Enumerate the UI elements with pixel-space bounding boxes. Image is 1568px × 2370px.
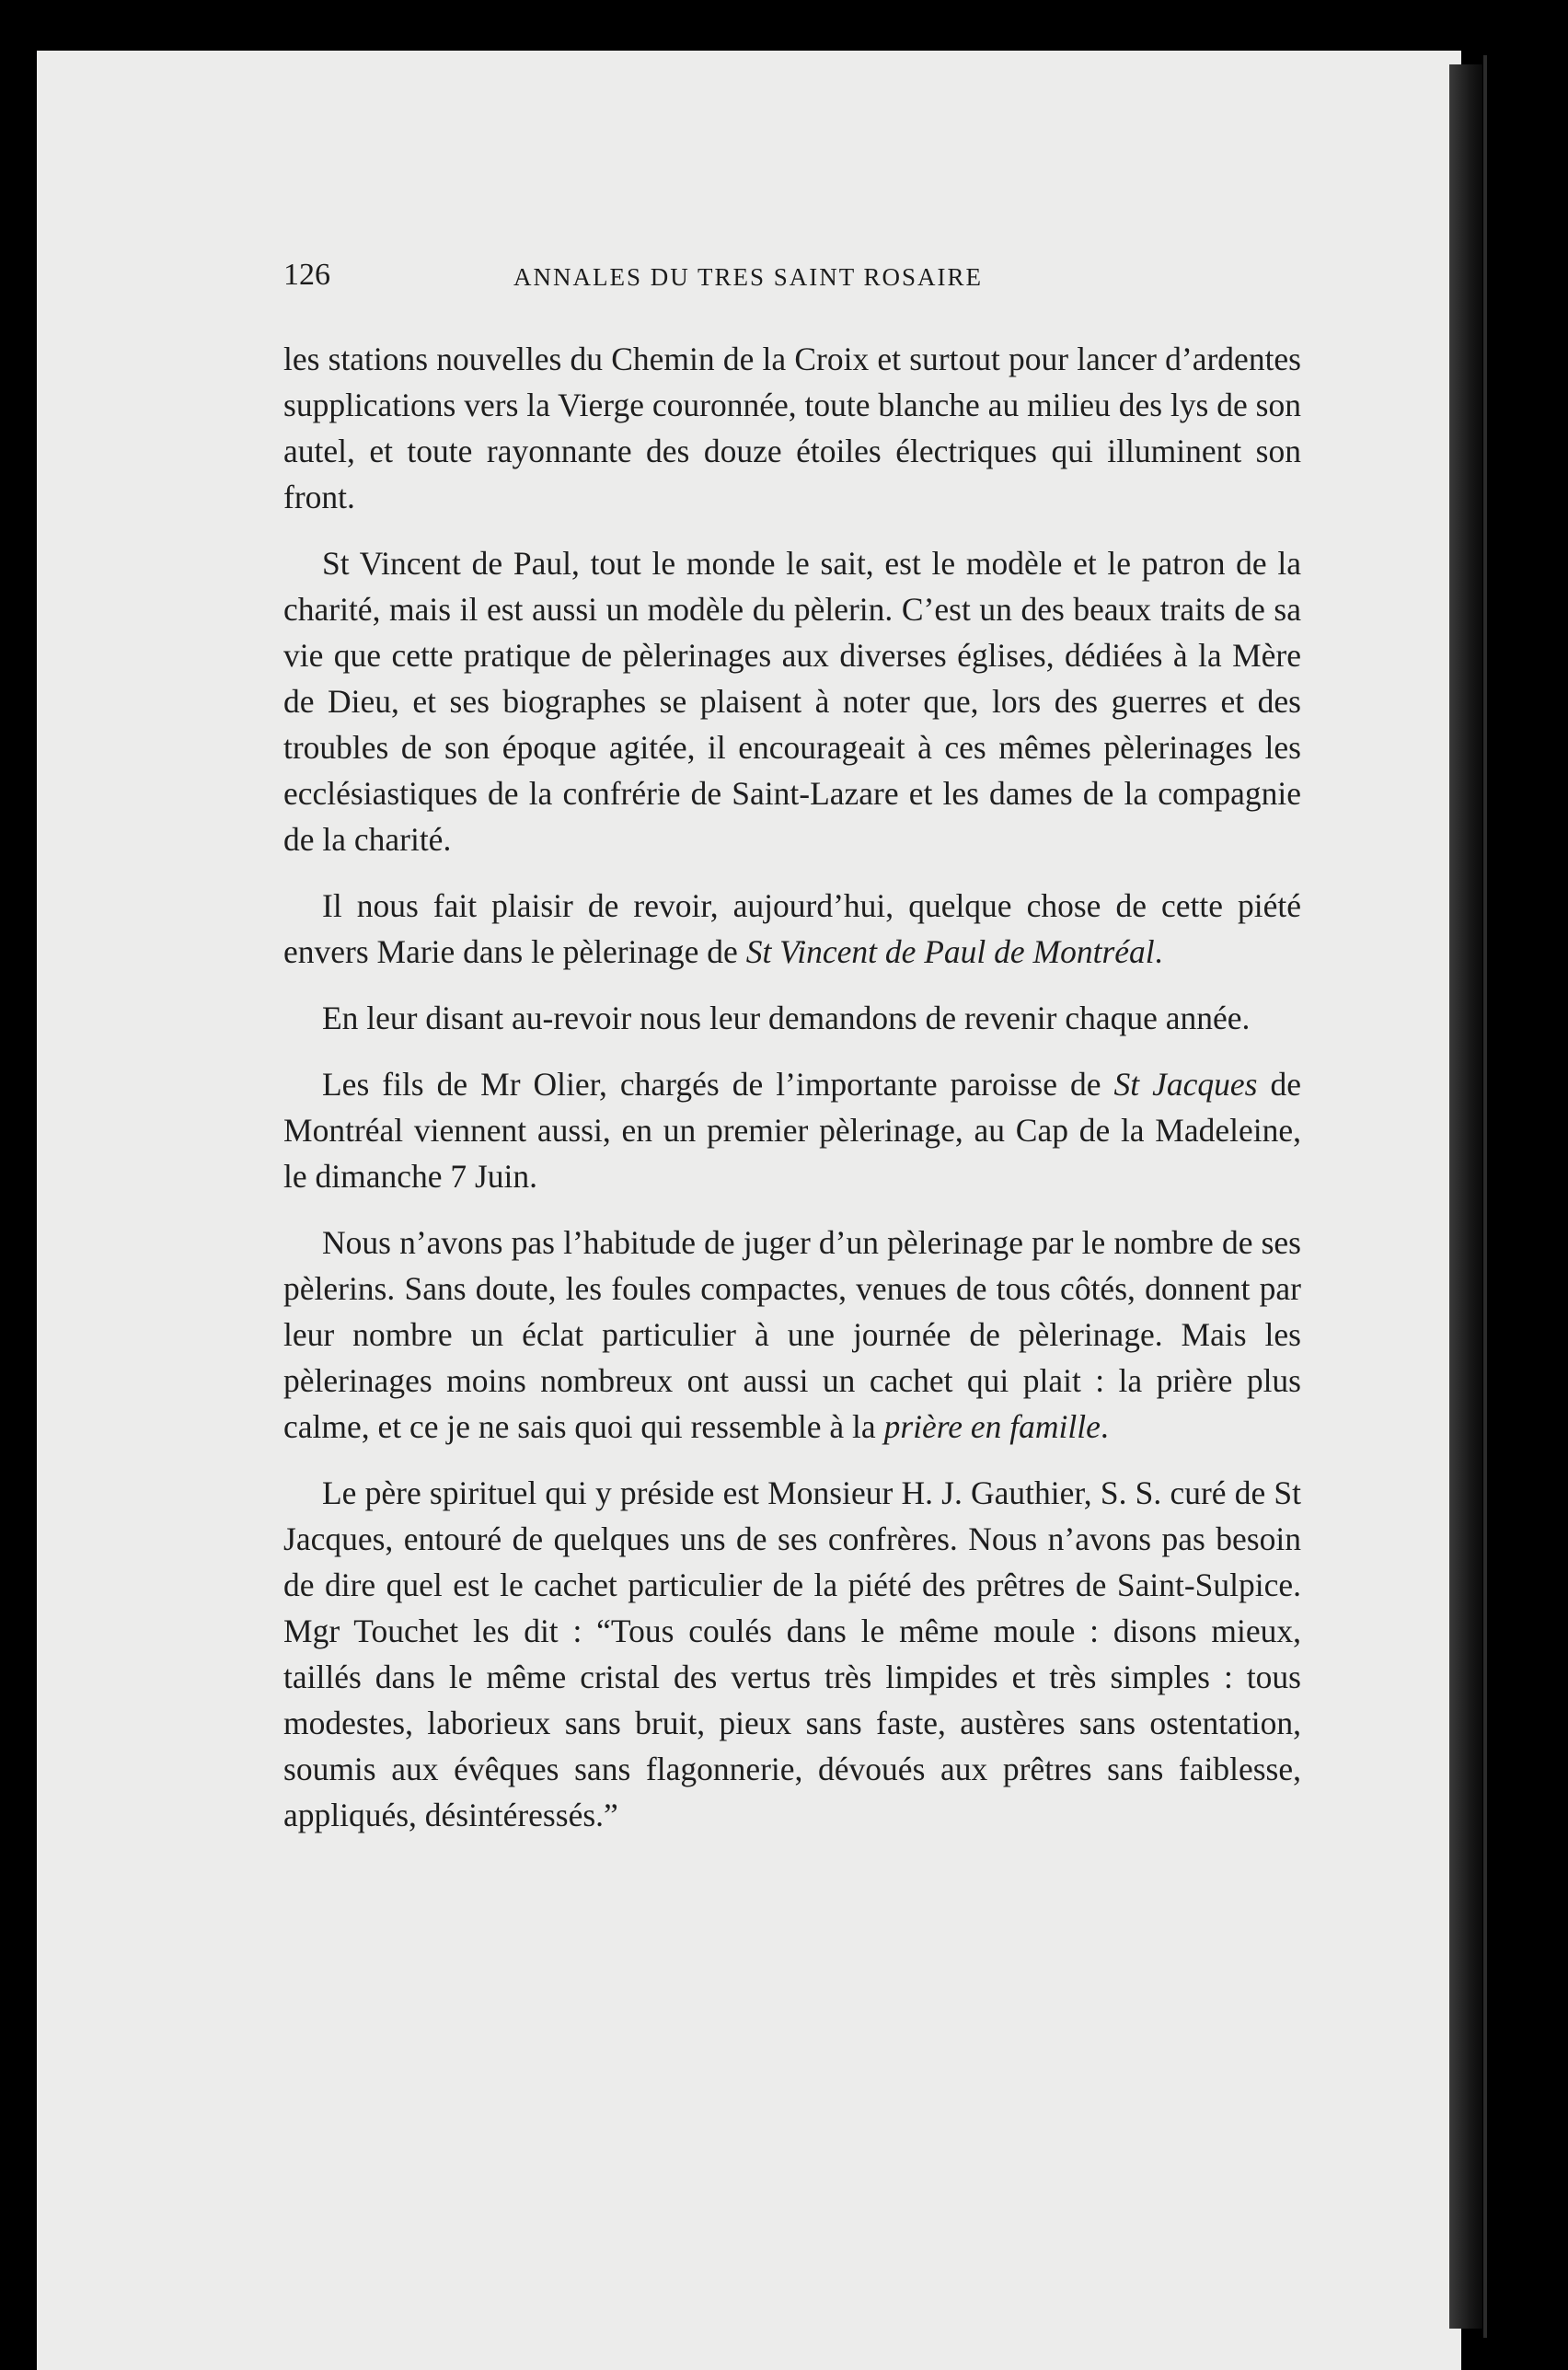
- paragraph-2: [283, 540, 1301, 862]
- paragraph-text-end: .: [1100, 1408, 1109, 1445]
- paragraph-4: [283, 995, 1301, 1041]
- page-edge-shadow: [1483, 55, 1487, 2338]
- italic-place-name: St Vincent de Paul de Montréal: [745, 933, 1155, 970]
- body-text: [283, 336, 1301, 1858]
- paragraph-text: les stations nouvelles du Chemin de la Croix et surtout pour lancer d’ardentes supplications vers la Vierge couronnée, toute blanche au milieu des lys de son autel, et toute rayonnante des douze étoiles électriques qui illuminent son front.: [283, 341, 1301, 515]
- italic-phrase: prière en famille: [883, 1408, 1101, 1445]
- paragraph-text: Le père spirituel qui y préside est Monsieur H. J. Gauthier, S. S. curé de St Jacques, entouré de quelques uns de ses confrères. Nous n’avons pas besoin de dire quel est le cachet particulier de la piété des prêtres de Saint-Sulpice. Mgr Touchet les dit : “Tous coulés dans le même moule : disons mieux, taillés dans le même cristal des vertus très limpides et très simples : tous modestes, laborieux sans bruit, pieux sans faste, austères sans ostentation, soumis aux évêques sans flagonnerie, dévoués aux prêtres sans faiblesse, appliqués, désintéressés.”: [283, 1474, 1301, 1833]
- paragraph-3: [283, 883, 1301, 975]
- page-header: [283, 258, 1301, 304]
- paragraph-text-end: .: [1154, 933, 1163, 970]
- paragraph-6: [283, 1220, 1301, 1450]
- paragraph-text: Nous n’avons pas l’habitude de juger d’un pèlerinage par le nombre de ses pèlerins. Sans doute, les foules compactes, venues de tous côtés, donnent par leur nombre un éclat particulier à une journée de pèlerinage. Mais les pèlerinages moins nombreux ont aussi un cachet qui plait : la prière plus calme, et ce je ne sais quoi qui ressemble à la: [283, 1224, 1301, 1445]
- paragraph-5: [283, 1061, 1301, 1199]
- paragraph-text: Les fils de Mr Olier, chargés de l’importante paroisse de: [322, 1066, 1114, 1103]
- paragraph-1: [283, 336, 1301, 520]
- paragraph-text: St Vincent de Paul, tout le monde le sait, est le modèle et le patron de la charité, mais il est aussi un modèle du pèlerin. C’est un des beaux traits de sa vie que cette pratique de pèlerinages aux diverses églises, dédiées à la Mère de Dieu, et ses biographes se plaisent à noter que, lors des guerres et des troubles de son époque agitée, il encourageait à ces mêmes pèlerinages les ecclésiastiques de la confrérie de Saint-Lazare et les dames de la compagnie de la charité.: [283, 545, 1301, 858]
- running-title: ANNALES DU TRES SAINT ROSAIRE: [513, 263, 984, 291]
- book-spine: [1449, 64, 1482, 2329]
- italic-parish-name: St Jacques: [1113, 1066, 1258, 1103]
- paragraph-text: Il nous fait plaisir de revoir, aujourd’hui, quelque chose de cette piété envers Marie dans le pèlerinage de: [283, 887, 1301, 970]
- page-number: 126: [283, 258, 330, 292]
- paragraph-text: En leur disant au-revoir nous leur demandons de revenir chaque année.: [322, 1000, 1251, 1036]
- paragraph-text-end: de Montréal viennent aussi, en un premier pèlerinage, au Cap de la Madeleine, le dimanche 7 Juin.: [283, 1066, 1301, 1195]
- paragraph-7: [283, 1470, 1301, 1838]
